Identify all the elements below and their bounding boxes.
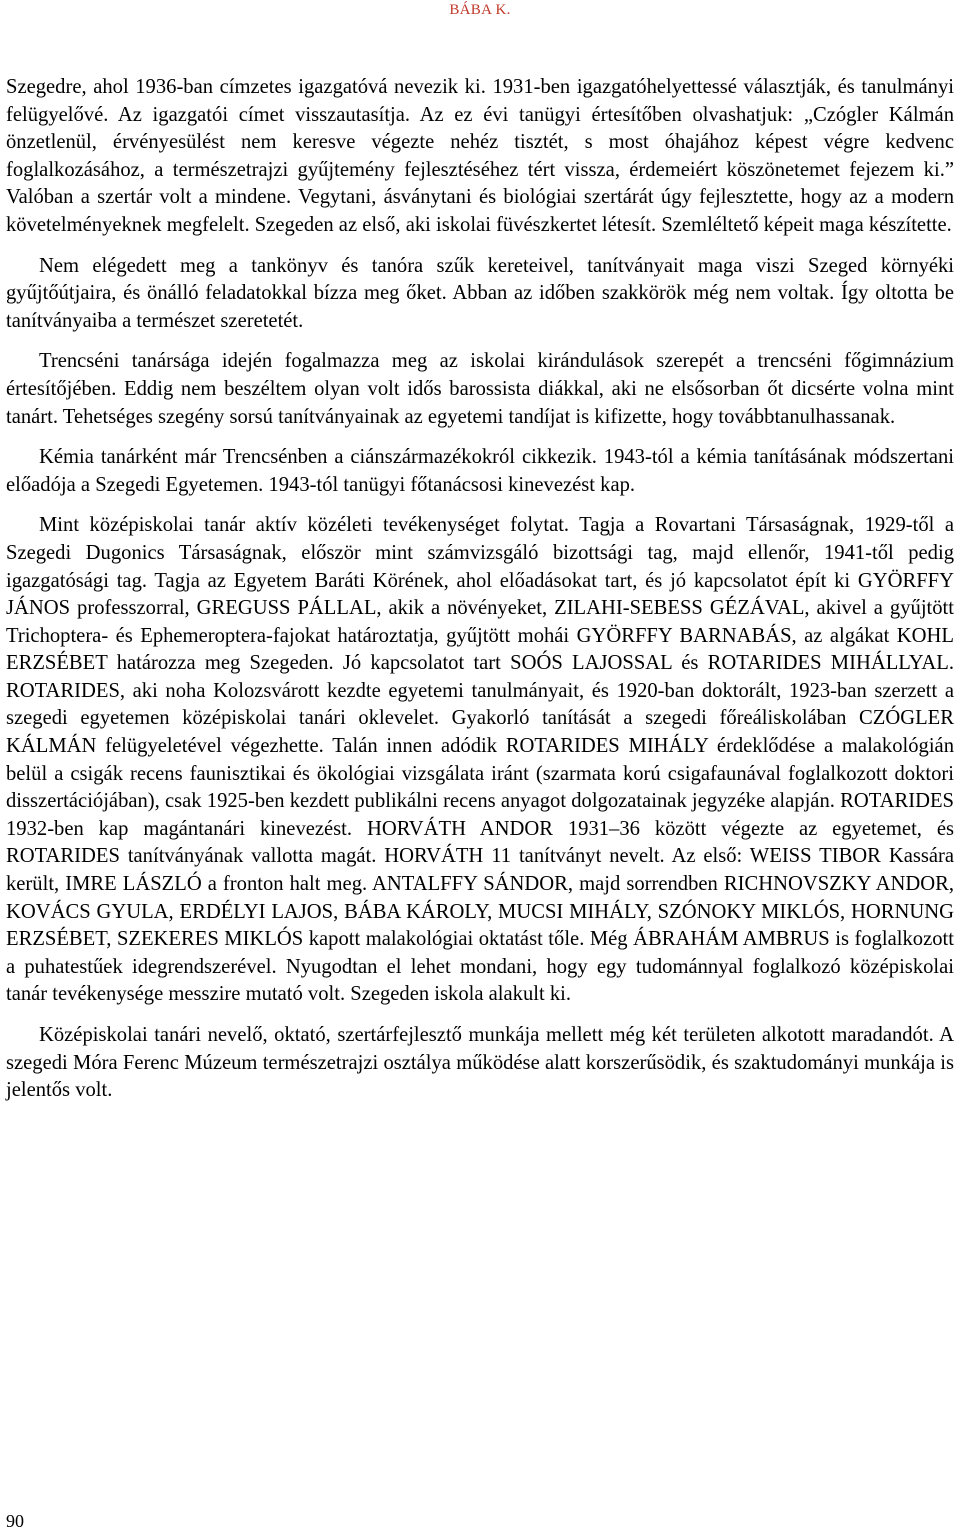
page-number: 90 bbox=[6, 1511, 24, 1531]
body-text bbox=[6, 74, 954, 1118]
running-head: BÁBA K. bbox=[449, 2, 511, 18]
paragraph-5: Mint középiskolai tanár aktív közéleti tevékenységet folytat. Tagja a Rovartani Társaságnak, 1929-től a Szegedi Dugonics Társaságnak, először mint számvizsgáló bizottsági tag, majd ellenőr, 1941-től pedig igazgatósági tag. Tagja az Egyetem Baráti Körének, ahol előadásokat tart, és jó kapcsolatot épít ki GYÖRFFY JÁNOS professzorral, GREGUSS PÁLLAL, akik a növényeket, ZILAHI-SEBESS GÉZÁVAL, akivel a gyűjtött Trichoptera- és Ephemeroptera-fajokat határoztatja, gyűjtött mohái GYÖRFFY BARNABÁS, az algákat KOHL ERZSÉBET határozza meg Szegeden. Jó kapcsolatot tart SOÓS LAJOSSAL és ROTARIDES MIHÁLLYAL. ROTARIDES, aki noha Kolozsvárott kezdte egyetemi tanulmányait, és 1920-ban doktorált, 1923-ban szerzett a szegedi egyetemen középiskolai tanári oklevelet. Gyakorló tanítását a szegedi főreáliskolában CZÓGLER KÁLMÁN felügyeletével végezhette. Talán innen adódik ROTARIDES MIHÁLY érdeklődése a malakológián belül a csigák recens faunisztikai és ökológiai vizsgálata iránt (szarmata korú csigafaunával foglalkozott doktori disszertációjában), csak 1925-ben kezdett publikálni recens anyagot dolgozatainak jegyzéke alapján. ROTARIDES 1932-ben kap magántanári kinevezést. HORVÁTH ANDOR 1931–36 között végezte az egyetemet, és ROTARIDES tanítványának vallotta magát. HORVÁTH 11 tanítványt nevelt. Az első: WEISS TIBOR Kassára került, IMRE LÁSZLÓ a fronton halt meg. ANTALFFY SÁNDOR, majd sorrendben RICHNOVSZKY ANDOR, KOVÁCS GYULA, ERDÉLYI LAJOS, BÁBA KÁROLY, MUCSI MIHÁLY, SZÓNOKY MIKLÓS, HORNUNG ERZSÉBET, SZEKERES MIKLÓS kapott malakológiai oktatást tőle. Még ÁBRAHÁM AMBRUS is foglalkozott a puhatestűek idegrendszerével. Nyugodtan el lehet mondani, hogy egy tudománnyal foglalkozó középiskolai tanár tevékenysége messzire mutató volt. Szegeden iskola alakult ki. bbox=[6, 514, 954, 1006]
paragraph-3: Trencséni tanársága idején fogalmazza meg az iskolai kirándulások szerepét a trencséni főgimnázium értesítőjében. Eddig nem beszéltem olyan volt idős barossista diákkal, aki ne elsősorban őt dicsérte volna mint tanárt. Tehetséges szegény sorsú tanítványainak az egyetemi tandíjat is kifizette, hogy továbbtanulhassanak. bbox=[6, 350, 954, 428]
paragraph-6: Középiskolai tanári nevelő, oktató, szertárfejlesztő munkája mellett még két területen alkotott maradandót. A szegedi Móra Ferenc Múzeum természetrajzi osztálya működése alatt korszerűsödik, és szaktudományi munkája is jelentős volt. bbox=[6, 1024, 954, 1102]
paragraph-1: Szegedre, ahol 1936-ban címzetes igazgatóvá nevezik ki. 1931-ben igazgatóhelyettessé választják, és tanulmányi felügyelővé. Az igazgatói címet visszautasítja. Az ez évi tanügyi értesítőben olvashatjuk: „Czógler Kálmán önzetlenül, érvényesülést nem keresve végezte nehéz tisztét, s most óhajához képest végre kedvenc foglalkozásához, a természetrajzi gyűjtemény fejlesztéséhez tért vissza, érdemeiért köszönetemet fejezem ki.” Valóban a szertár volt a mindene. Vegytani, ásványtani és biológiai szertárát úgy fejlesztette, hogy az a modern követelményeknek megfelelt. Szegeden az első, aki iskolai füvészkertet létesít. Szemléltető képeit maga készítette. bbox=[6, 76, 954, 236]
paragraph-2: Nem elégedett meg a tankönyv és tanóra szűk kereteivel, tanítványait maga viszi Szeged környéki gyűjtőútjaira, és önálló feladatokkal bízza meg őket. Abban az időben szakkörök még nem voltak. Így oltotta be tanítványaiba a természet szeretetét. bbox=[6, 254, 954, 332]
paragraph-4: Kémia tanárként már Trencsénben a ciánszármazékokról cikkezik. 1943-tól a kémia tanításának módszertani előadója a Szegedi Egyetemen. 1943-tól tanügyi főtanácsosi kinevezést kap. bbox=[6, 446, 954, 496]
